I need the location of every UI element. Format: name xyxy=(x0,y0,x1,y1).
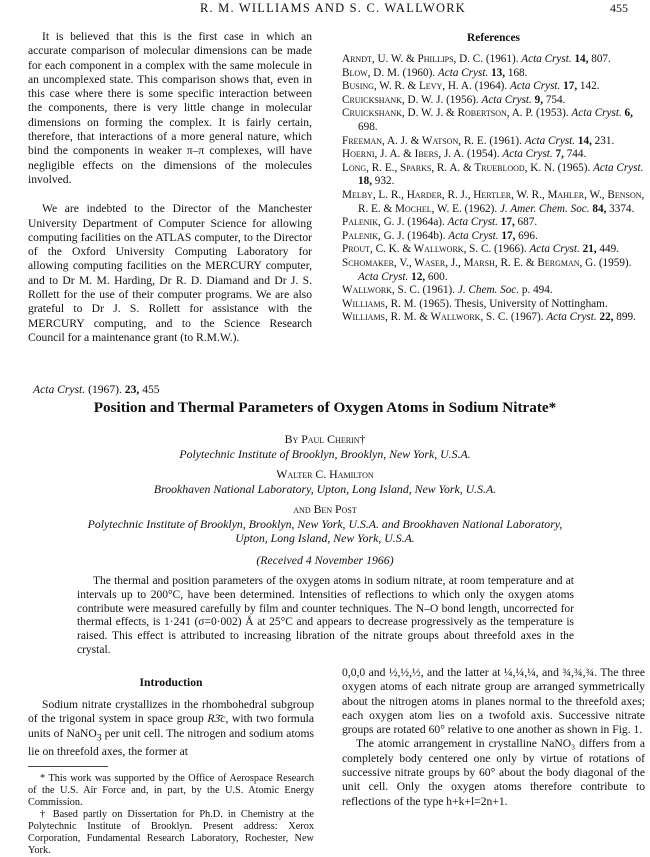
reference-year: (1964a). xyxy=(407,216,445,229)
article-citation xyxy=(33,383,160,396)
reference-journal: J. Amer. Chem. Soc. xyxy=(499,202,590,215)
footnote-funding: * This work was supported by the Office of Aerospace Research of the U.S. Air Force and, in part, by the U.S. Atomic Energy Commission. xyxy=(28,773,314,808)
reference-volume: 12, xyxy=(411,270,426,283)
reference-year: (1961). xyxy=(489,134,522,147)
reference-item xyxy=(342,216,645,230)
reference-item xyxy=(342,230,645,244)
reference-journal: Acta Cryst. xyxy=(510,80,561,93)
reference-volume: 21, xyxy=(582,243,597,256)
reference-page: p. 494. xyxy=(521,284,553,297)
reference-item xyxy=(342,80,645,94)
reference-volume: 17, xyxy=(500,216,515,229)
reference-authors: Arndt, U. W. & Phillips, D. C. xyxy=(342,53,484,65)
running-header-authors: R. M. WILLIAMS AND S. C. WALLWORK xyxy=(200,1,466,15)
reference-volume: 22, xyxy=(599,311,614,324)
reference-year: (1965). xyxy=(419,297,452,310)
reference-volume: 18, xyxy=(358,175,372,188)
citation-year: (1967). xyxy=(88,383,122,396)
abstract-text: The thermal and position parameters of the oxygen atoms in sodium nitrate, at room temperature and at intervals up to 200°C, have been determined. Intensities of reflections to which only the oxygen atoms contribute were measured carefully by film and counter techniques. The N–O bond length, uncorrected for thermal effects, is 1·241 (σ=0·002) Å at 25°C and appears to decrease progressively as the temperature is raised. This effect is attributed to increasing libration of the nitrate groups about threefold axes in the crystal. xyxy=(77,575,574,656)
author-affiliation-2: Brookhaven National Laboratory, Upton, Long Island, New York, U.S.A. xyxy=(153,482,497,496)
reference-journal: Acta Cryst. xyxy=(437,66,489,79)
reference-page: 932. xyxy=(374,175,395,188)
reference-year: (1960). xyxy=(402,66,436,79)
citation-volume: 23, xyxy=(124,383,140,396)
reference-page: 687. xyxy=(517,216,538,229)
footnotes xyxy=(28,773,314,857)
reference-page: 807. xyxy=(591,53,611,65)
author-affiliation-3a: Polytechnic Institute of Brooklyn, Brooklyn, New York, U.S.A. and Brookhaven National Laboratory, xyxy=(87,517,563,531)
abstract xyxy=(77,575,574,658)
reference-journal: Acta Cryst. xyxy=(448,229,499,242)
received-date: (Received 4 November 1966) xyxy=(256,553,394,567)
intro-paragraph-2: The atomic arrangement in crystalline NaNO₃ differs from a completely body centered one only by virtue of rotations of successive nitrate groups by 60° about the body diagonal of the unit cell. Only the oxygen atoms therefore contribute to reflections of the type h+k+l=2n+1. xyxy=(342,737,645,808)
reference-page: 696. xyxy=(518,229,538,242)
reference-item xyxy=(342,162,645,189)
reference-list xyxy=(342,53,645,325)
reference-year: (1966). xyxy=(494,243,527,256)
reference-page: 3374. xyxy=(609,202,635,215)
byline-and: and xyxy=(293,502,311,516)
reference-volume: 84, xyxy=(592,202,607,215)
reference-authors: Williams, R. M. xyxy=(342,297,417,310)
reference-authors: Hoerni, J. A. & Ibers, J. A. xyxy=(342,148,465,161)
reference-authors: Prout, C. K. & Wallwork, S. C. xyxy=(342,243,492,256)
reference-volume: 17, xyxy=(501,229,516,242)
reference-journal: Acta Cryst. xyxy=(546,311,597,324)
reference-year: (1962). xyxy=(464,202,498,215)
reference-authors: Wallwork, S. C. xyxy=(342,284,420,297)
reference-journal: Acta Cryst. xyxy=(571,107,622,120)
citation-page: 455 xyxy=(142,383,160,396)
introduction-left-column xyxy=(28,698,314,760)
reference-item xyxy=(342,107,645,134)
reference-authors: Blow, D. M. xyxy=(342,66,400,79)
reference-volume: 7, xyxy=(555,148,564,161)
reference-page: 754. xyxy=(545,93,566,106)
reference-authors: Melby, L. R., Harder, R. J., Hertler, W. R., Mahler, W., Benson, R. E. & Mochel, W. E. xyxy=(342,188,645,215)
reference-item xyxy=(342,257,645,284)
reference-volume: 6, xyxy=(624,107,633,120)
reference-authors: Palenik, G. J. xyxy=(342,216,405,229)
introduction-right-column xyxy=(342,666,645,809)
reference-journal: Acta Cryst. xyxy=(447,216,498,229)
reference-page: 744. xyxy=(566,148,587,161)
reference-item xyxy=(342,284,645,298)
reference-page: 142. xyxy=(579,80,600,93)
reference-item xyxy=(342,298,645,312)
reference-journal: J. Chem. Soc. xyxy=(457,284,520,297)
references-section xyxy=(342,32,645,325)
footnote-author-note: † Based partly on Dissertation for Ph.D. in Chemistry at the Polytechnic Institute of Brooklyn. Present address: Xerox Corporation, Fundamental Research Laboratory, Rochester, New York. xyxy=(28,809,314,856)
reference-item xyxy=(342,189,645,216)
reference-year: (1961). xyxy=(485,53,519,65)
reference-item xyxy=(342,94,645,108)
reference-journal: Acta Cryst. xyxy=(358,270,409,283)
author-name: Ben Post xyxy=(313,502,357,516)
reference-year: (1965). xyxy=(557,161,591,174)
reference-year: (1967). xyxy=(510,311,544,324)
author-affiliation-3b: Upton, Long Island, New York, U.S.A. xyxy=(235,531,415,545)
space-group: R3̄c xyxy=(207,712,226,726)
reference-item xyxy=(342,53,645,67)
running-header xyxy=(0,0,650,16)
reference-item xyxy=(342,311,645,325)
author-line-2 xyxy=(0,466,650,482)
reference-authors: Busing, W. R. & Levy, H. A. xyxy=(342,80,472,93)
reference-authors: Schomaker, V., Waser, J., Marsh, R. E. & Bergman, G. xyxy=(342,256,597,269)
reference-journal: Acta Cryst. xyxy=(521,53,572,65)
reference-authors: Williams, R. M. & Wallwork, S. C. xyxy=(342,311,509,324)
article-title: Position and Thermal Parameters of Oxygen Atoms in Sodium Nitrate* xyxy=(93,399,557,416)
previous-article-conclusion xyxy=(28,30,312,345)
reference-page: Thesis, University of Nottingham. xyxy=(454,297,608,310)
reference-authors: Palenik, G. J. xyxy=(342,229,405,242)
reference-page: 449. xyxy=(599,243,619,256)
reference-volume: 14, xyxy=(577,134,592,147)
reference-journal: Acta Cryst. xyxy=(502,148,553,161)
author-affiliation-1: Polytechnic Institute of Brooklyn, Brooklyn, New York, U.S.A. xyxy=(179,447,471,461)
reference-journal: Acta Cryst. xyxy=(524,134,576,147)
reference-page: 899. xyxy=(616,311,636,324)
reference-year: (1953). xyxy=(535,107,569,120)
reference-year: (1959). xyxy=(598,256,632,269)
reference-year: (1964). xyxy=(474,80,508,93)
reference-authors: Long, R. E., Sparks, R. A. & Trueblood, K. N. xyxy=(342,161,555,174)
reference-authors: Cruickshank, D. W. J. xyxy=(342,93,444,106)
reference-year: (1954). xyxy=(466,148,500,161)
byline-by: By xyxy=(284,432,299,446)
reference-year: (1964b). xyxy=(407,229,446,242)
author-line-3 xyxy=(0,501,650,517)
references-heading: References xyxy=(467,32,520,44)
reference-authors: Cruickshank, D. W. J. & Robertson, A. P. xyxy=(342,107,534,120)
reference-item xyxy=(342,148,645,162)
intro-paragraph-1: Sodium nitrate crystallizes in the rhombohedral subgroup of the trigonal system in space group R3̄c, with two formula units of NaNO$_3$ per unit cell. The nitrogen and sodium atoms lie on threefold axes, the former at xyxy=(28,698,314,759)
reference-volume: 14, xyxy=(574,53,589,65)
conclusion-paragraph: It is believed that this is the first case in which an accurate comparison of molecular dimensions can be made for each component in a complex with the same molecule in an uncomplexed state. This comparison shows that, even in this case where there is some specific interaction between the components, there is very little change in molecular dimensions on forming the complex. It is fairly certain, therefore, that interactions of a more general nature, which bind the components in weaker π–π complexes, will have negligible effects on the dimensions of the molecules involved. xyxy=(28,30,312,186)
citation-journal: Acta Cryst. xyxy=(33,383,86,396)
reference-journal: Acta Cryst. xyxy=(481,93,532,106)
reference-journal: Acta Cryst. xyxy=(529,243,580,256)
footnote-rule xyxy=(28,766,108,767)
reference-page: 600. xyxy=(427,270,448,283)
reference-journal: Acta Cryst. xyxy=(593,161,644,174)
acknowledgements-paragraph: We are indebted to the Director of the Manchester University Department of Computer Science for allowing computing facilities on the ATLAS computer, to the Director of the Oxford University Computing Laboratory for allowing computing facilities on the MERCURY computer, and to Dr M. M. Harding, Dr R. D. Diamand and Dr J. S. Rollett for the use of their computer programs. We are also grateful to Dr J. S. Rollett for assistance with the MERCURY computing, and to the Science Research Council for a maintenance grant (to R.M.W.). xyxy=(28,202,312,344)
reference-volume: 13, xyxy=(491,66,506,79)
reference-volume: 17, xyxy=(563,80,578,93)
author-line-1 xyxy=(0,431,650,447)
reference-item xyxy=(342,135,645,149)
author-name: Walter C. Hamilton xyxy=(276,467,374,481)
reference-item xyxy=(342,67,645,81)
reference-page: 231. xyxy=(594,134,615,147)
reference-authors: Freeman, A. J. & Watson, R. E. xyxy=(342,134,487,147)
reference-year: (1961). xyxy=(422,284,456,297)
reference-item xyxy=(342,243,645,257)
author-name: Paul Cherin† xyxy=(301,432,366,446)
introduction-heading: Introduction xyxy=(139,676,203,689)
intro-paragraph-1-continued: 0,0,0 and ½,½,½, and the latter at ¼,¼,¼, and ¾,¾,¾. The three oxygen atoms of each nitrate group are arranged symmetrically about the nitrogen atoms in planes normal to the threefold axes; each oxygen atom lies on a twofold axis. Successive nitrate groups are rotated 60° relative to one another as shown in Fig. 1. xyxy=(342,666,645,737)
page-number: 455 xyxy=(610,1,628,15)
reference-year: (1956). xyxy=(446,93,479,106)
reference-volume: 9, xyxy=(534,93,544,106)
reference-page: 698. xyxy=(358,120,378,133)
reference-page: 168. xyxy=(507,66,528,79)
